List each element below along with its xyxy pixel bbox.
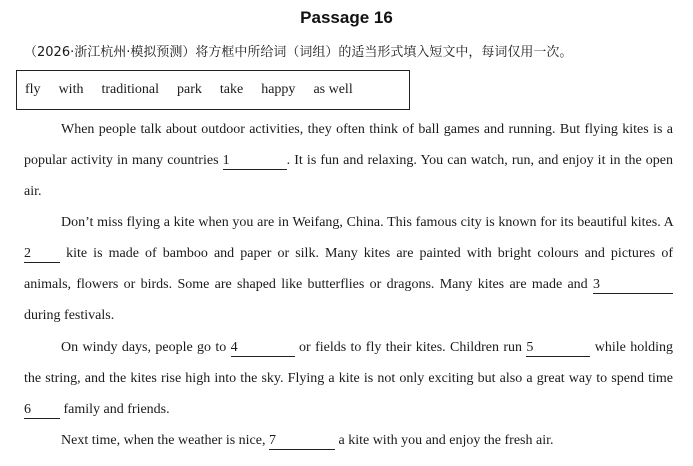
word-box-item: as well <box>313 82 353 97</box>
blank-1[interactable]: 1 <box>223 153 287 170</box>
paragraph-text: When people talk about outdoor activities, they often think of ball games and running. But flying kites is a popular activity in many countries <box>24 122 673 168</box>
paragraph-4 <box>24 425 673 456</box>
word-box-item: take <box>219 82 244 97</box>
paragraph-text: On windy days, people go to <box>61 340 227 355</box>
word-box-item: park <box>177 82 202 97</box>
passage-title: Passage 16 <box>300 8 393 27</box>
blank-6[interactable]: 6 <box>24 402 60 419</box>
blank-2[interactable]: 2 <box>24 246 60 263</box>
paragraph-1 <box>24 114 673 207</box>
paragraph-text: or fields to fly their kites. Children run <box>299 340 523 355</box>
word-box-item: happy <box>261 82 296 97</box>
blank-7[interactable]: 7 <box>269 433 335 450</box>
word-box-item: fly <box>25 82 41 97</box>
paragraph-text: family and friends. <box>63 402 170 417</box>
paragraph-text: Next time, when the weather is nice, <box>61 433 266 448</box>
paragraph-text: . It is fun and relaxing. You can watch, run, and enjoy it in the open air. <box>24 153 674 199</box>
paragraph-text: kite is made of bamboo and paper or silk. Many kites are painted with bright colours and pictures of animals, flowers or birds. Some are shaped like butterflies or dragons. Many kites are made and <box>24 246 673 292</box>
paragraph-text: a kite with you and enjoy the fresh air. <box>338 433 554 448</box>
blank-5[interactable]: 5 <box>526 340 590 357</box>
paragraph-text: while holding the string, and the kites rise high into the sky. Flying a kite is not only exciting but also a great way to spend time <box>24 340 674 386</box>
blank-4[interactable]: 4 <box>231 340 295 357</box>
word-box-item: traditional <box>101 82 159 97</box>
paragraph-text: during festivals. <box>24 308 115 323</box>
word-box-item: with <box>58 82 84 97</box>
blank-3[interactable]: 3 <box>593 277 673 294</box>
paragraph-3 <box>24 332 673 425</box>
instruction-text: （2026·浙江杭州·模拟预测）将方框中所给词（词组）的适当形式填入短文中，每词仅用一次。 <box>24 45 573 60</box>
paragraph-2 <box>24 207 673 331</box>
paragraph-text: Don’t miss flying a kite when you are in Weifang, China. This famous city is known for its beautiful kites. A <box>61 215 673 230</box>
word-box <box>16 70 410 110</box>
